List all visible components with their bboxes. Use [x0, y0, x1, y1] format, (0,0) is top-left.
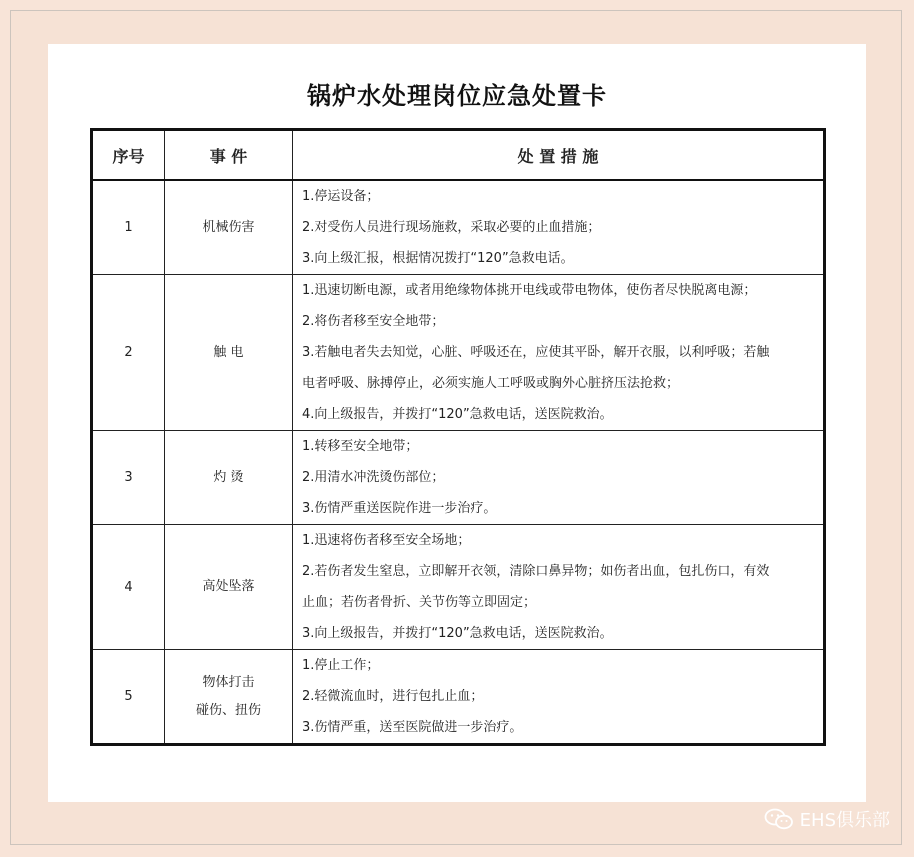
- row-event: [165, 180, 293, 275]
- table-header-row: [92, 130, 825, 181]
- emergency-card-table: [90, 128, 826, 746]
- measure-line: 止血；若伤者骨折、关节伤等立即固定；: [302, 595, 537, 610]
- table-row: [92, 180, 825, 275]
- measure-line: 3.向上级汇报，根据情况拨打“120”急救电话。: [302, 251, 574, 266]
- row-event: [165, 525, 293, 650]
- measure-line: 3.伤情严重送医院作进一步治疗。: [302, 501, 497, 516]
- measure-line: 电者呼吸、脉搏停止，必须实施人工呼吸或胸外心脏挤压法抢救；: [302, 376, 680, 391]
- header-event: 事 件: [165, 130, 293, 181]
- row-measures: [293, 431, 825, 525]
- row-measures: [293, 650, 825, 745]
- page-title: 锅炉水处理岗位应急处置卡: [307, 82, 607, 110]
- measure-line: 1.停运设备；: [302, 189, 380, 204]
- watermark: [764, 806, 890, 832]
- row-event: [165, 431, 293, 525]
- event-line: 物体打击: [202, 674, 255, 690]
- measure-line: 4.向上级报告，并拨打“120”急救电话，送医院救治。: [302, 407, 613, 422]
- event-line: 碰伤、扭伤: [195, 702, 261, 718]
- row-measures: [293, 180, 825, 275]
- watermark-text: EHS俱乐部: [799, 810, 890, 831]
- row-index: 5: [92, 650, 165, 745]
- measure-line: 1.迅速将伤者移至安全场地；: [302, 533, 471, 548]
- measure-line: 2.用清水冲洗烫伤部位；: [302, 470, 445, 485]
- header-measures: 处 置 措 施: [293, 130, 825, 181]
- table-row: [92, 650, 825, 745]
- table-row: [92, 431, 825, 525]
- row-event: [165, 650, 293, 745]
- measure-line: 1.转移至安全地带；: [302, 439, 419, 454]
- row-index: 1: [92, 180, 165, 275]
- measure-line: 2.将伤者移至安全地带；: [302, 314, 445, 329]
- event-line: 高处坠落: [202, 579, 255, 594]
- measure-line: 2.轻微流血时，进行包扎止血；: [302, 689, 484, 704]
- row-index: 4: [92, 525, 165, 650]
- row-index: 2: [92, 275, 165, 431]
- measure-line: 3.若触电者失去知觉，心脏、呼吸还在，应使其平卧，解开衣服，以利呼吸；若触: [302, 345, 770, 360]
- header-index: 序号: [92, 130, 165, 181]
- table-row: [92, 525, 825, 650]
- row-event: [165, 275, 293, 431]
- row-measures: [293, 275, 825, 431]
- event-line: 机械伤害: [202, 219, 255, 235]
- event-line: 灼 烫: [213, 469, 244, 485]
- measure-line: 1.迅速切断电源，或者用绝缘物体挑开电线或带电物体，使伤者尽快脱离电源；: [302, 283, 757, 298]
- measure-line: 3.伤情严重，送至医院做进一步治疗。: [302, 720, 523, 735]
- wechat-icon: [764, 807, 794, 831]
- measure-line: 2.对受伤人员进行现场施救，采取必要的止血措施；: [302, 220, 601, 235]
- measure-line: 1.停止工作；: [302, 658, 380, 673]
- measure-line: 3.向上级报告，并拨打“120”急救电话，送医院救治。: [302, 626, 613, 641]
- event-line: 触 电: [213, 344, 244, 360]
- row-index: 3: [92, 431, 165, 525]
- row-measures: [293, 525, 825, 650]
- measure-line: 2.若伤者发生窒息，立即解开衣领，清除口鼻异物；如伤者出血，包扎伤口，有效: [302, 564, 770, 579]
- table-row: [92, 275, 825, 431]
